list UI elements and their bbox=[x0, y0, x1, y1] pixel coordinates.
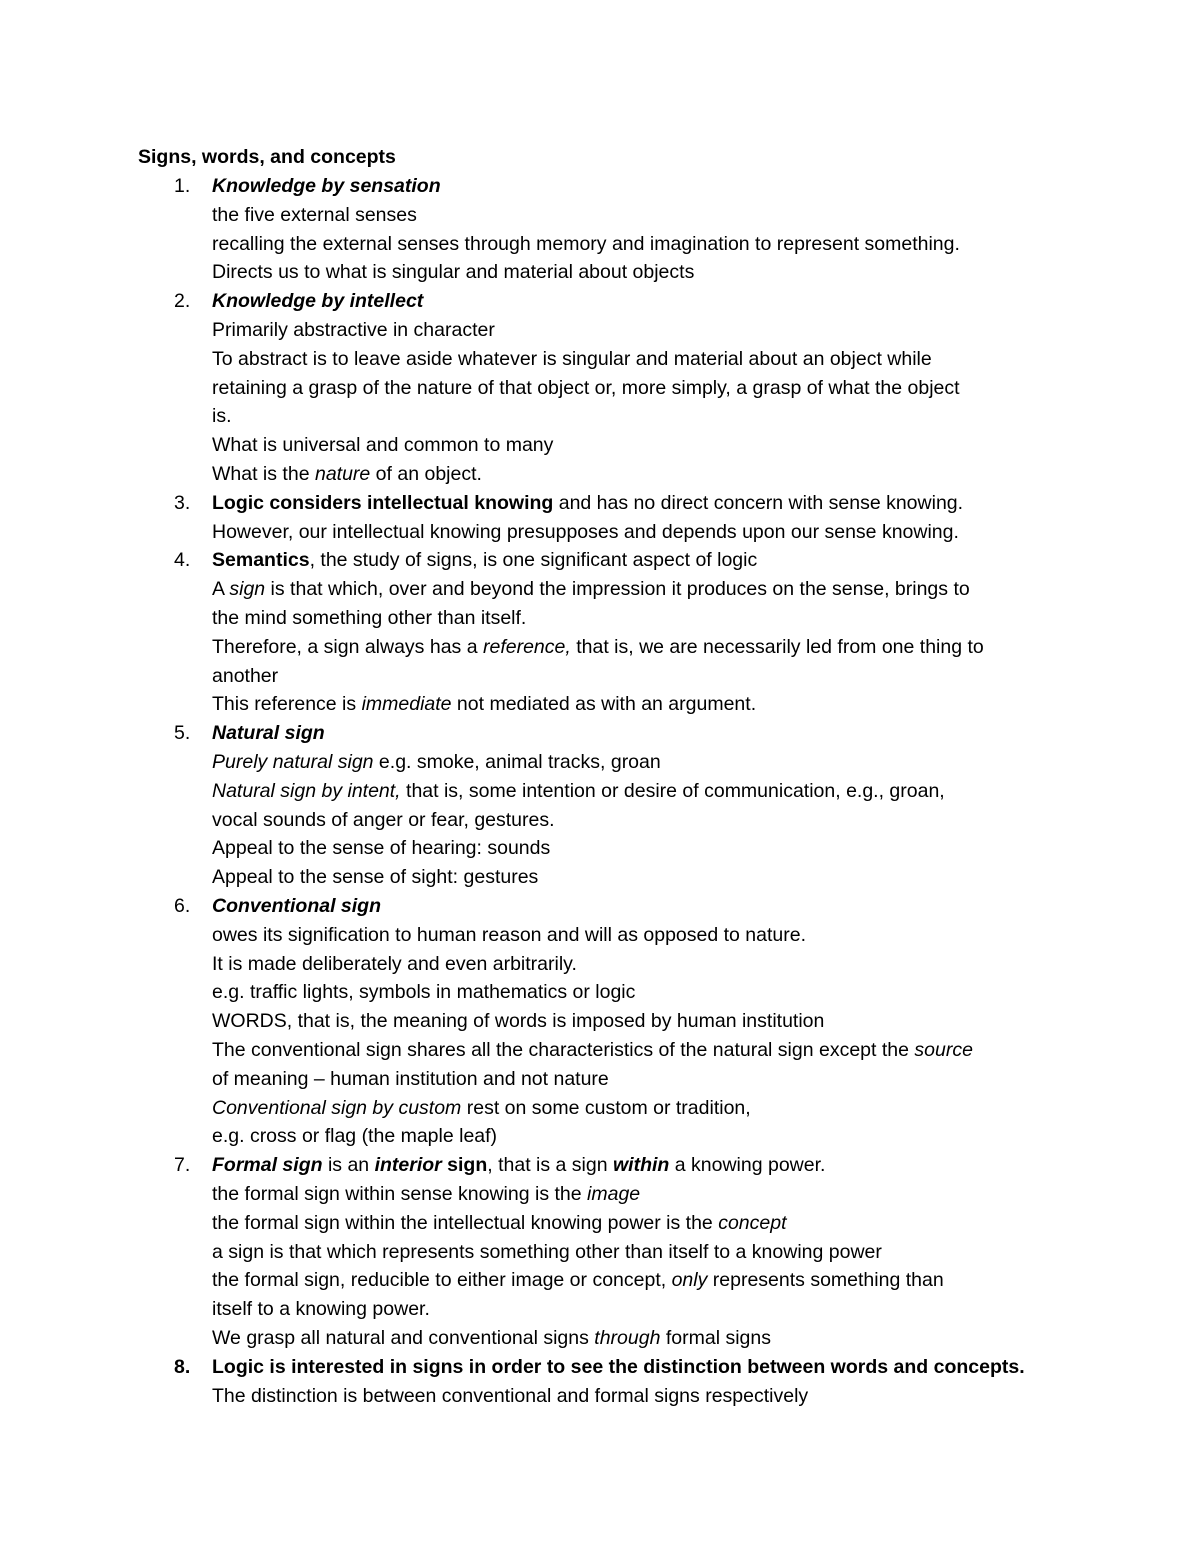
text-run: Natural sign by intent, bbox=[212, 779, 401, 802]
text-run: Appeal to the sense of hearing: sounds bbox=[212, 837, 551, 860]
text-run: the formal sign, reducible to either image or concept, bbox=[212, 1269, 672, 1292]
text-run: The conventional sign shares all the characteristics of the natural sign except the bbox=[212, 1038, 915, 1061]
list-item-line bbox=[212, 1209, 1088, 1238]
text-run: immediate bbox=[361, 693, 452, 716]
text-run: and has no direct concern with sense knowing. bbox=[553, 491, 964, 514]
text-run: of meaning – human institution and not nature bbox=[212, 1067, 609, 1090]
list-item-line bbox=[212, 1382, 1088, 1411]
text-run: concept bbox=[718, 1211, 787, 1234]
text-run: What is universal and common to many bbox=[212, 434, 554, 457]
text-run: , the study of signs, is one significant aspect of logic bbox=[309, 549, 758, 572]
list-item-line bbox=[212, 1007, 1088, 1036]
list-item-number: 7. bbox=[174, 1154, 191, 1177]
page-title: Signs, words, and concepts bbox=[138, 146, 396, 168]
text-run: is an bbox=[322, 1154, 375, 1177]
list-item-line bbox=[212, 1094, 1088, 1123]
text-run: Logic is interested in signs in order to see the distinction between words and concepts. bbox=[212, 1355, 1025, 1378]
list-item-line bbox=[212, 1353, 1088, 1382]
list-item-line bbox=[212, 1180, 1088, 1209]
text-run: Conventional sign bbox=[212, 895, 382, 917]
text-run: vocal sounds of anger or fear, gestures. bbox=[212, 808, 555, 831]
list-item-line bbox=[212, 258, 1088, 287]
list-item-line bbox=[212, 1295, 1088, 1324]
text-run: nature bbox=[314, 462, 371, 485]
list-item-line bbox=[212, 489, 1088, 518]
text-run: source bbox=[914, 1038, 973, 1061]
list-item-line bbox=[212, 662, 1088, 691]
list-item-line bbox=[212, 950, 1088, 979]
text-run: sign bbox=[229, 578, 266, 601]
list-item-line bbox=[212, 402, 1088, 431]
list-item-number: 8. bbox=[174, 1355, 191, 1378]
list-item-line bbox=[212, 172, 1088, 201]
text-run: Therefore, a sign always has a bbox=[212, 635, 483, 658]
text-run: image bbox=[587, 1182, 641, 1205]
text-run: Knowledge by sensation bbox=[212, 175, 441, 197]
list-item-line bbox=[212, 719, 1088, 748]
list-item-line bbox=[212, 518, 1088, 547]
list-item-line bbox=[212, 604, 1088, 633]
list-item-line bbox=[212, 806, 1088, 835]
list-item-line bbox=[212, 374, 1088, 403]
text-run: another bbox=[212, 664, 279, 687]
list-item-line bbox=[212, 1065, 1088, 1094]
list-item-line bbox=[212, 230, 1088, 259]
text-run: e.g. cross or flag (the maple leaf) bbox=[212, 1125, 498, 1148]
list-item-number: 5. bbox=[174, 722, 191, 745]
text-run: sign bbox=[441, 1154, 488, 1177]
list-item-line bbox=[212, 777, 1088, 806]
list-item-line bbox=[212, 575, 1088, 604]
list-item-line bbox=[212, 863, 1088, 892]
list-item-line bbox=[212, 1122, 1088, 1151]
list-item-line bbox=[212, 834, 1088, 863]
text-run: that is, we are necessarily led from one thing to bbox=[570, 635, 984, 658]
list-item-line bbox=[212, 1266, 1088, 1295]
text-run: retaining a grasp of the nature of that object or, more simply, a grasp of what the object bbox=[212, 376, 960, 399]
text-run: We grasp all natural and conventional signs bbox=[212, 1326, 595, 1349]
list-item-line bbox=[212, 748, 1088, 777]
text-run: To abstract is to leave aside whatever is singular and material about an object while bbox=[212, 347, 932, 370]
text-run: is that which, over and beyond the impression it produces on the sense, brings to bbox=[265, 578, 970, 601]
text-run: through bbox=[594, 1326, 661, 1349]
text-run: The distinction is between conventional and formal signs respectively bbox=[212, 1384, 809, 1407]
list-item-line bbox=[212, 1238, 1088, 1267]
list-item-line bbox=[212, 633, 1088, 662]
text-run: , that is a sign bbox=[487, 1154, 613, 1177]
list-item-line bbox=[212, 345, 1088, 374]
list-item-line bbox=[212, 431, 1088, 460]
text-run: recalling the external senses through memory and imagination to represent something. bbox=[212, 232, 960, 255]
text-run: e.g. traffic lights, symbols in mathematics or logic bbox=[212, 981, 636, 1004]
list-item-number: 4. bbox=[174, 549, 191, 572]
text-run: the five external senses bbox=[212, 203, 417, 226]
text-run: formal signs bbox=[660, 1326, 771, 1349]
text-run: a knowing power. bbox=[669, 1154, 826, 1177]
text-run: Appeal to the sense of sight: gestures bbox=[212, 866, 539, 889]
text-run: This reference is bbox=[212, 693, 362, 716]
text-run: Primarily abstractive in character bbox=[212, 318, 495, 341]
list-item-line bbox=[212, 1324, 1088, 1353]
list-item-line bbox=[212, 1151, 1088, 1180]
text-run: that is, some intention or desire of communication, e.g., groan, bbox=[400, 779, 945, 802]
list-item-line bbox=[212, 1036, 1088, 1065]
text-run: within bbox=[613, 1154, 670, 1177]
list-item-number: 6. bbox=[174, 895, 191, 917]
list-item-line bbox=[212, 921, 1088, 950]
text-run: Knowledge by intellect bbox=[212, 290, 424, 313]
text-run: Formal sign bbox=[212, 1154, 323, 1177]
list-item-number: 1. bbox=[174, 175, 191, 197]
text-run: A bbox=[212, 578, 230, 601]
text-run: is. bbox=[212, 405, 232, 428]
text-run: Purely natural sign bbox=[212, 750, 374, 773]
text-run: Conventional sign by custom bbox=[212, 1096, 462, 1119]
text-run: the formal sign within sense knowing is the bbox=[212, 1182, 588, 1205]
text-run: owes its signification to human reason and will as opposed to nature. bbox=[212, 923, 807, 946]
list-item-line bbox=[212, 201, 1088, 230]
list-item-number: 2. bbox=[174, 290, 191, 313]
text-run: Semantics bbox=[212, 549, 310, 572]
text-run: It is made deliberately and even arbitrarily. bbox=[212, 952, 577, 975]
list-item-line bbox=[212, 978, 1088, 1007]
list-item-line bbox=[212, 892, 1088, 921]
list-item-number: 3. bbox=[174, 491, 191, 514]
text-run: a sign is that which represents something other than itself to a knowing power bbox=[212, 1240, 882, 1263]
text-run: represents something than bbox=[707, 1269, 944, 1292]
list-item-line bbox=[212, 546, 1088, 575]
list-item-line bbox=[212, 316, 1088, 345]
list-item-line bbox=[212, 460, 1088, 489]
text-run: Natural sign bbox=[212, 722, 325, 745]
text-run: Logic considers intellectual knowing bbox=[212, 491, 554, 514]
text-run: However, our intellectual knowing presupposes and depends upon our sense knowing. bbox=[212, 520, 959, 543]
list-item-line bbox=[212, 690, 1088, 719]
text-run: What is the bbox=[212, 462, 315, 485]
text-run: the mind something other than itself. bbox=[212, 606, 527, 629]
text-run: interior bbox=[374, 1154, 442, 1177]
text-run: rest on some custom or tradition, bbox=[461, 1096, 751, 1119]
list-item-line bbox=[212, 287, 1088, 316]
text-run: the formal sign within the intellectual knowing power is the bbox=[212, 1211, 719, 1234]
text-run: e.g. smoke, animal tracks, groan bbox=[373, 750, 661, 773]
text-run: of an object. bbox=[370, 462, 482, 485]
text-run: reference, bbox=[482, 635, 571, 658]
text-run: only bbox=[671, 1269, 708, 1292]
text-run: itself to a knowing power. bbox=[212, 1298, 430, 1321]
text-run: WORDS, that is, the meaning of words is imposed by human institution bbox=[212, 1010, 825, 1033]
text-run: not mediated as with an argument. bbox=[451, 693, 757, 716]
text-run: Directs us to what is singular and material about objects bbox=[212, 261, 695, 284]
